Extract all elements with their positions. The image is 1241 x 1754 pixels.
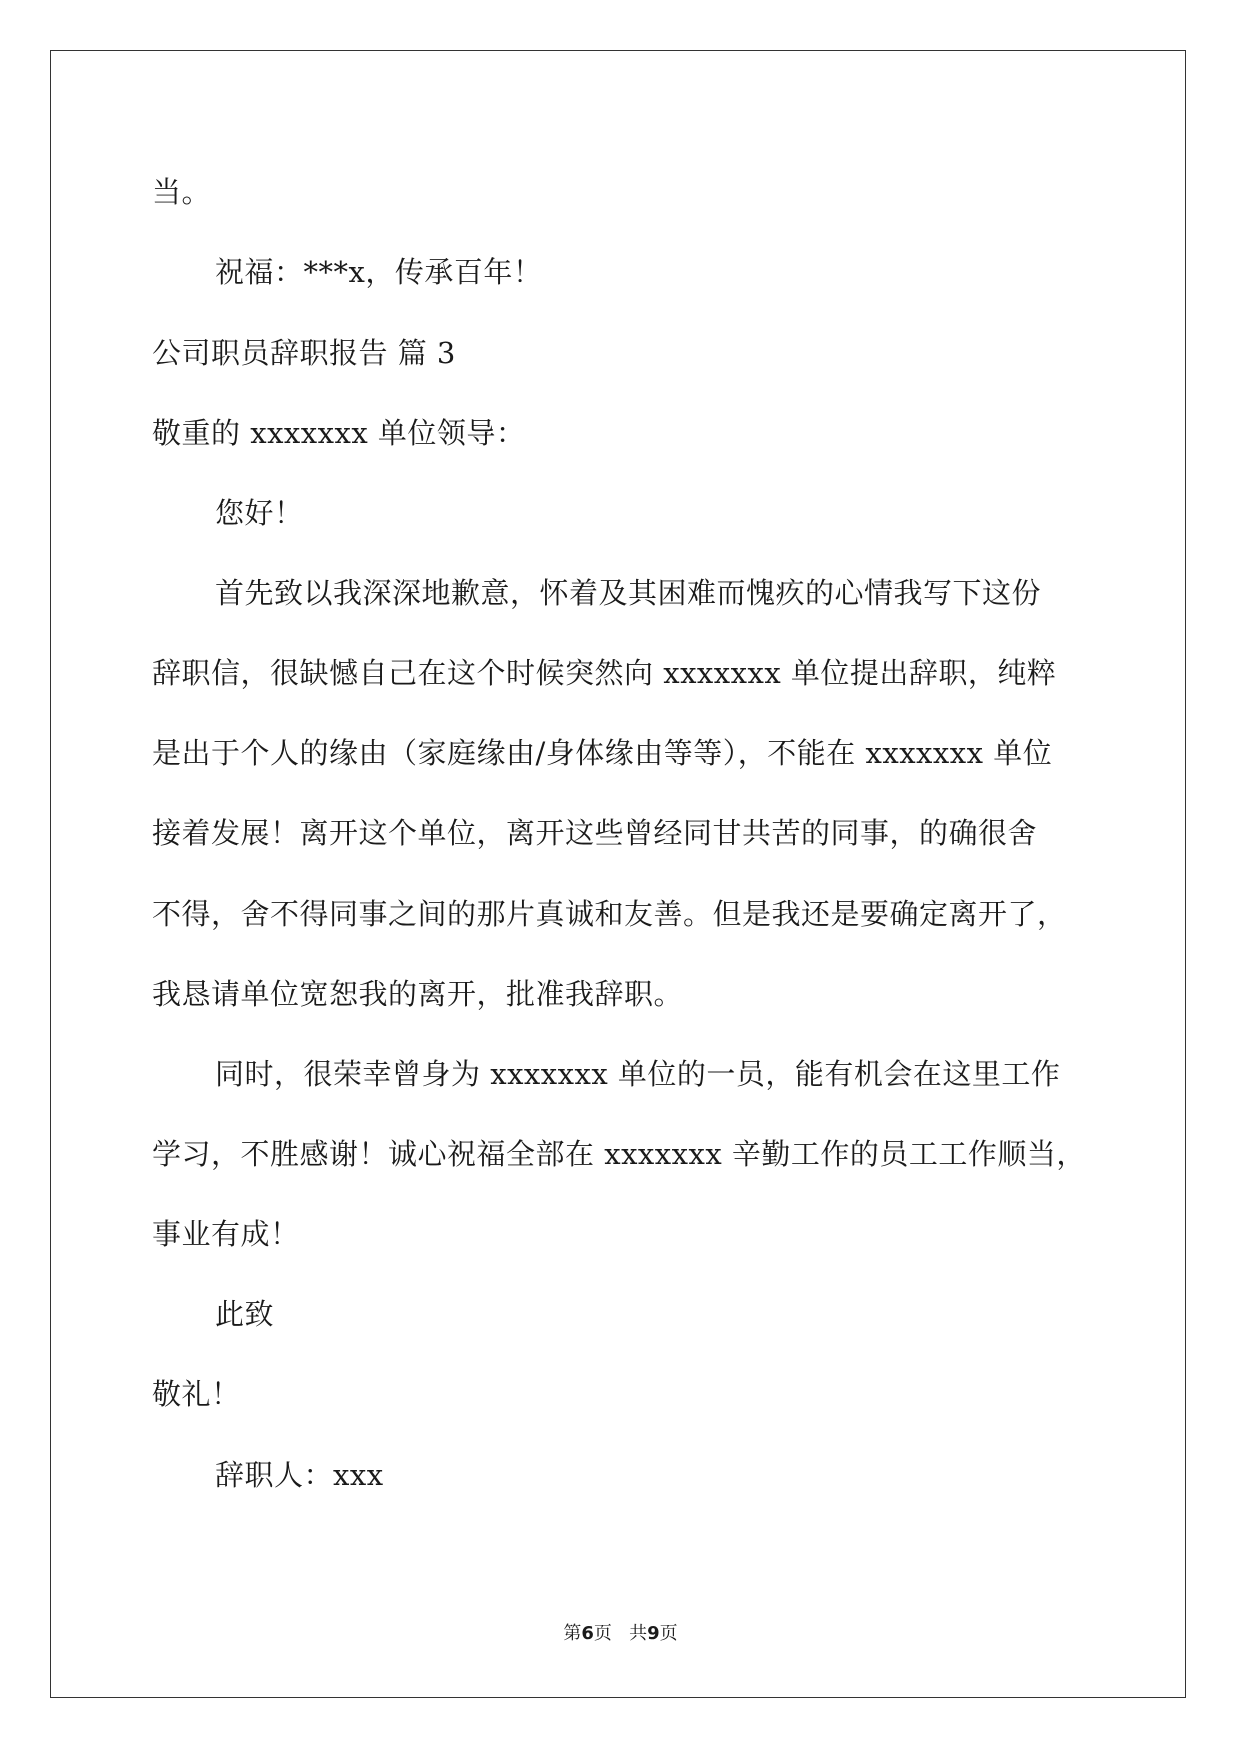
text-line: 辞职信，很缺憾自己在这个时候突然向 xxxxxxx 单位提出辞职，纯粹	[152, 656, 1057, 690]
total-suffix: 页	[659, 1623, 678, 1644]
greeting: 您好！	[215, 496, 304, 530]
text-line: 当。	[152, 175, 212, 209]
text-line: 首先致以我深深地歉意，怀着及其困难而愧疚的心情我写下这份	[215, 576, 1042, 610]
text-line: 不得，舍不得同事之间的那片真诚和友善。但是我还是要确定离开了，	[152, 897, 1067, 931]
salutation: 敬重的 xxxxxxx 单位领导：	[152, 416, 526, 450]
page-footer	[0, 1622, 1241, 1646]
page-frame	[50, 50, 1186, 1698]
text-line: 事业有成！	[152, 1217, 300, 1251]
text-line: 接着发展！离开这个单位，离开这些曾经同甘共苦的同事，的确很舍	[152, 816, 1038, 850]
text-line: 我恳请单位宽恕我的离开，批准我辞职。	[152, 977, 684, 1011]
signature-line: 辞职人：xxx	[215, 1458, 384, 1492]
text-line: 祝福：***x，传承百年！	[215, 255, 543, 289]
text-line: 同时，很荣幸曾身为 xxxxxxx 单位的一员，能有机会在这里工作	[215, 1057, 1061, 1091]
section-heading: 公司职员辞职报告 篇 3	[152, 336, 456, 370]
text-line: 是出于个人的缘由（家庭缘由/身体缘由等等），不能在 xxxxxxx 单位	[152, 736, 1053, 770]
total-pages-number: 9	[647, 1623, 660, 1644]
text-line: 学习，不胜感谢！诚心祝福全部在 xxxxxxx 辛勤工作的员工工作顺当，	[152, 1137, 1086, 1171]
closing-regards: 敬礼！	[152, 1377, 241, 1411]
page-suffix: 页	[593, 1623, 612, 1644]
current-page-number: 6	[581, 1623, 594, 1644]
page-prefix: 第	[563, 1623, 582, 1644]
total-prefix: 共	[629, 1623, 648, 1644]
closing: 此致	[215, 1297, 275, 1331]
